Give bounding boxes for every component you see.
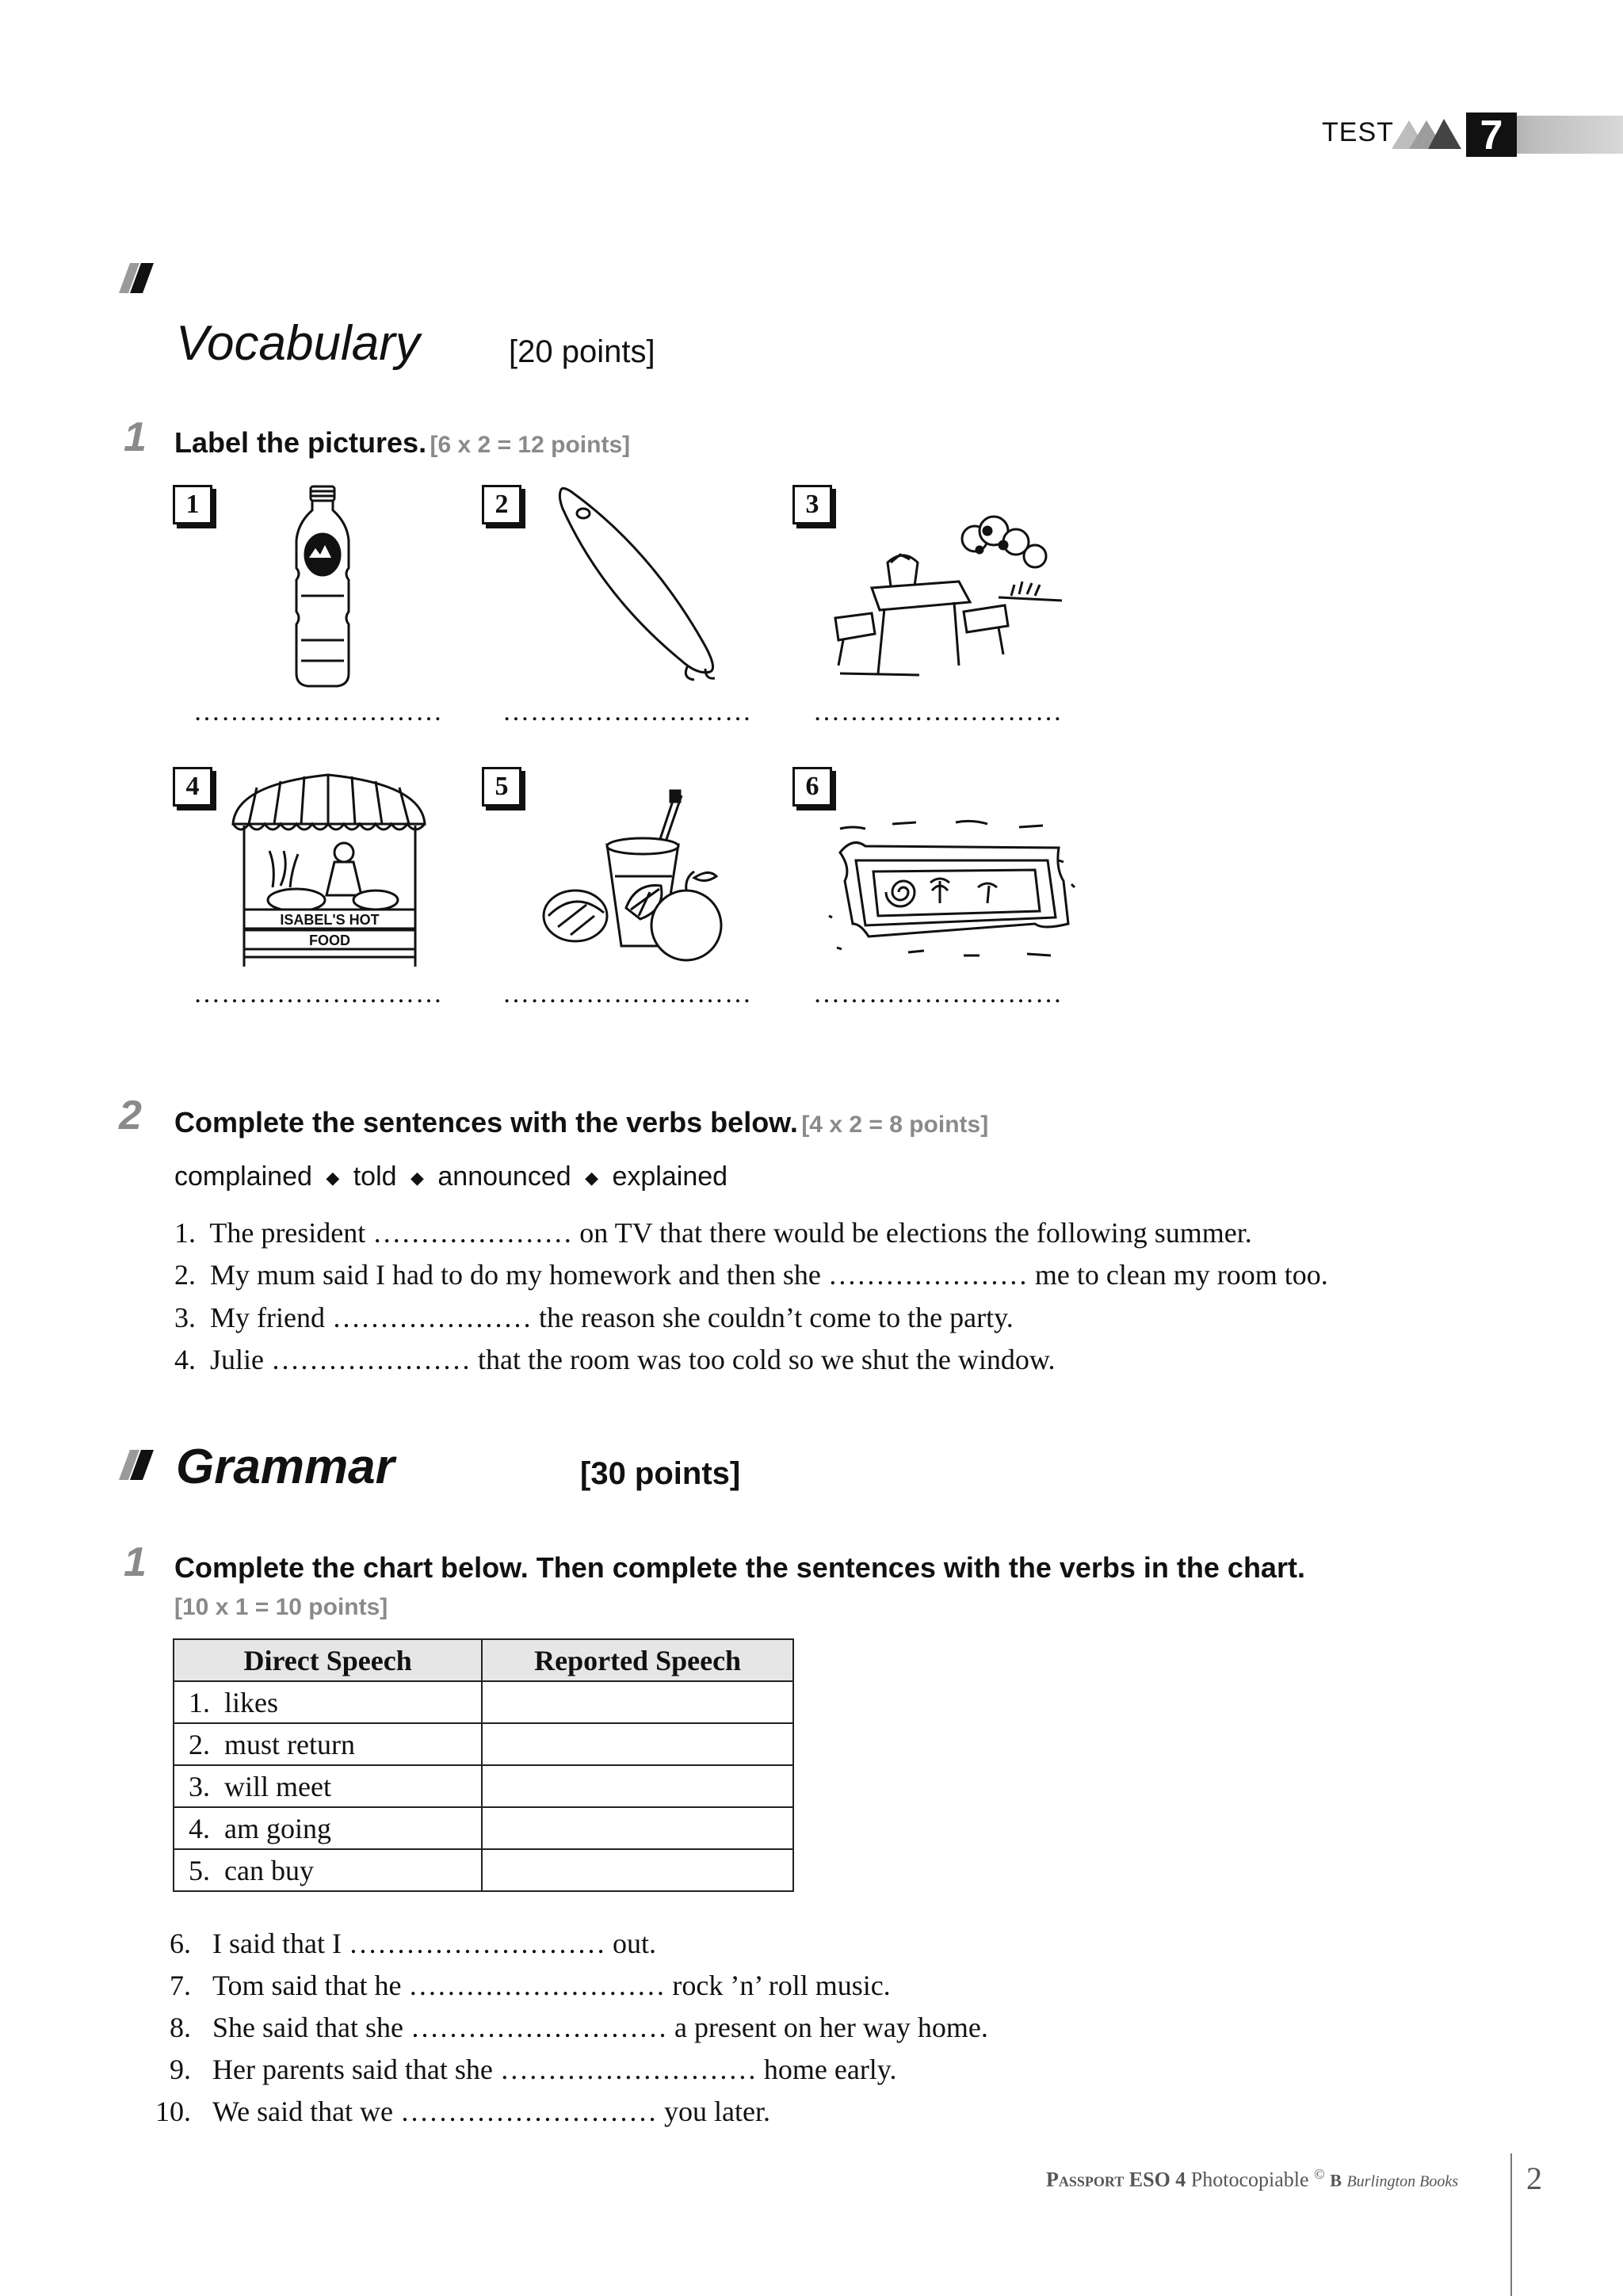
picture-number-6: 6	[792, 767, 832, 807]
vocab-ex1-instruction: Label the pictures.	[174, 426, 427, 459]
vocab-ex2-score: [4 x 2 = 8 points]	[801, 1112, 989, 1138]
footer-copyright: ©	[1314, 2166, 1325, 2182]
grammar-sentence-8-num: 8.	[170, 2012, 191, 2043]
chart-header-direct: Direct Speech	[174, 1639, 482, 1681]
food-stall-icon	[225, 769, 433, 974]
header-mountain-icon	[1392, 116, 1468, 149]
chart-direct-1: 1. likes	[174, 1681, 482, 1723]
grammar-sentence-6: I said that I ……………………… out.	[212, 1928, 656, 1959]
grammar-sentence-10-num: 10.	[155, 2096, 191, 2127]
picture-1-answer[interactable]: ………………………	[193, 697, 443, 727]
grammar-sentence-7: Tom said that he ……………………… rock ’n’ roll music.	[212, 1970, 891, 2001]
word-explained: explained	[612, 1161, 728, 1192]
picture-number-1: 1	[173, 485, 212, 524]
chart-direct-2: 2. must return	[174, 1723, 482, 1765]
picture-3-answer[interactable]: ………………………	[813, 697, 1063, 727]
word-separator: ◆	[411, 1168, 424, 1188]
test-label: TEST	[1322, 117, 1394, 147]
chart-reported-3[interactable]	[482, 1765, 793, 1807]
picture-5-answer[interactable]: ………………………	[502, 979, 752, 1009]
picture-number-2: 2	[482, 485, 521, 524]
chart-reported-2[interactable]	[482, 1723, 793, 1765]
chart-reported-4[interactable]	[482, 1807, 793, 1849]
word-separator: ◆	[585, 1168, 599, 1188]
picture-number-4: 4	[173, 767, 212, 807]
picture-number-3: 3	[792, 485, 832, 524]
chart-reported-1[interactable]	[482, 1681, 793, 1723]
vocab-sentence-4: 4. Julie ………………… that the room was too cold so we shut the window.	[174, 1344, 1056, 1375]
vocab-ex2-instruction-line	[174, 1106, 988, 1139]
stall-sign-bottom: FOOD	[309, 933, 350, 948]
word-announced: announced	[437, 1161, 571, 1192]
grammar-sentence-7-num: 7.	[170, 1970, 191, 2001]
grammar-title: Grammar	[176, 1440, 395, 1494]
picture-number-5: 5	[482, 767, 521, 807]
stall-sign-top: ISABEL'S HOT	[280, 912, 380, 928]
vocabulary-title: Vocabulary	[176, 316, 420, 371]
grammar-points: [30 points]	[580, 1456, 741, 1491]
picnic-table-icon	[824, 507, 1070, 681]
grammar-section-mark-icon	[119, 1450, 154, 1480]
grammar-sentence-9: Her parents said that she ……………………… home early.	[212, 2054, 897, 2085]
word-separator: ◆	[326, 1168, 340, 1188]
picture-2-answer[interactable]: ………………………	[502, 697, 752, 727]
picture-6-answer[interactable]: ………………………	[813, 979, 1063, 1009]
test-number: 7	[1466, 113, 1517, 157]
chart-direct-4: 4. am going	[174, 1807, 482, 1849]
vocabulary-section-mark-icon	[119, 263, 154, 293]
word-box	[174, 1161, 727, 1192]
vocab-ex1-number: 1	[124, 414, 147, 460]
fruit-juice-icon	[539, 789, 729, 968]
footer-photocopiable: Photocopiable	[1190, 2168, 1309, 2191]
vocab-sentence-2: 2. My mum said I had to do my homework and then she ………………… me to clean my room too.	[174, 1259, 1328, 1291]
vocab-sentence-3: 3. My friend ………………… the reason she couldn’t come to the party.	[174, 1302, 1014, 1333]
picture-4-answer[interactable]: ………………………	[193, 979, 443, 1009]
chart-reported-5[interactable]	[482, 1849, 793, 1891]
vocab-ex2-number: 2	[119, 1093, 142, 1138]
word-complained: complained	[174, 1161, 312, 1192]
surfboard-icon	[555, 485, 729, 683]
vocabulary-points: [20 points]	[509, 334, 655, 369]
water-bottle-icon	[287, 485, 358, 691]
footer-book: Passport ESO 4	[1046, 2168, 1186, 2191]
word-told: told	[353, 1161, 397, 1192]
chart-direct-3: 3. will meet	[174, 1765, 482, 1807]
burlington-logo-icon: B	[1330, 2170, 1342, 2191]
footer-credit	[1046, 2166, 1458, 2192]
footer-divider	[1510, 2153, 1512, 2296]
grammar-ex1-instruction: Complete the chart below. Then complete the sentences with the verbs in the chart.	[174, 1551, 1305, 1584]
footer-publisher: Burlington Books	[1346, 2172, 1458, 2191]
chart-direct-5: 5. can buy	[174, 1849, 482, 1891]
page-number: 2	[1526, 2161, 1542, 2196]
speech-chart	[173, 1638, 794, 1892]
grammar-ex1-score: [10 x 1 = 10 points]	[174, 1594, 388, 1620]
chart-header-reported: Reported Speech	[482, 1639, 793, 1681]
grammar-sentence-10: We said that we ……………………… you later.	[212, 2096, 770, 2127]
vocab-ex1-score: [6 x 2 = 12 points]	[430, 432, 631, 458]
beach-towel-icon	[821, 805, 1079, 963]
grammar-sentence-9-num: 9.	[170, 2054, 191, 2085]
vocab-ex2-instruction: Complete the sentences with the verbs below.	[174, 1106, 798, 1138]
vocab-ex1-instruction-line	[174, 426, 630, 460]
grammar-sentence-8: She said that she ……………………… a present on her way home.	[212, 2012, 988, 2043]
vocab-sentence-1: 1. The president ………………… on TV that there would be elections the following summer.	[174, 1217, 1252, 1249]
grammar-sentence-6-num: 6.	[170, 1928, 191, 1959]
grammar-ex1-number: 1	[124, 1539, 147, 1585]
